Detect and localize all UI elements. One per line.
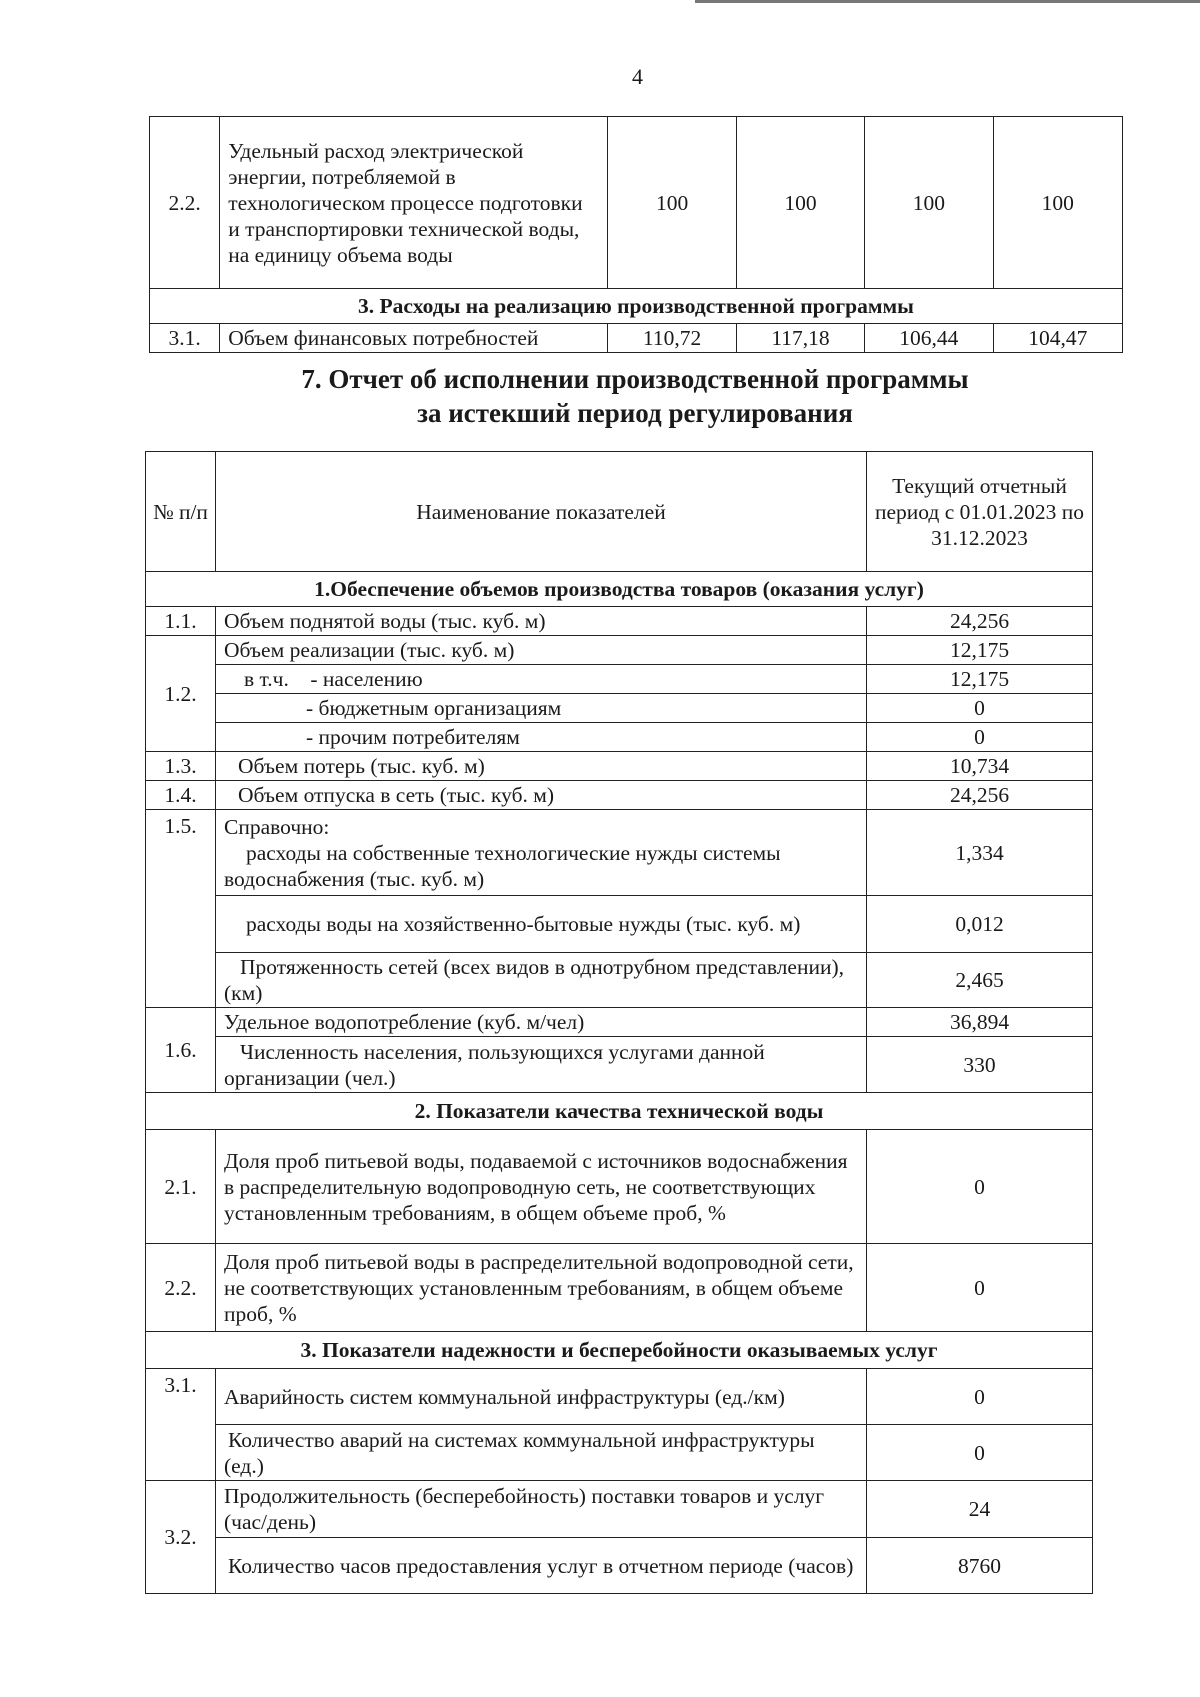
value-cell: 100 [736, 117, 864, 289]
indicator-name: Объем отпуска в сеть (тыс. куб. м) [216, 781, 867, 810]
value-cell: 0 [867, 1130, 1093, 1244]
value-cell: 0 [867, 694, 1093, 723]
table-row [146, 723, 1093, 752]
row-number: 3.1. [150, 324, 220, 353]
table-row [146, 1538, 1093, 1594]
table-row [146, 636, 1093, 665]
value-cell: 104,47 [993, 324, 1122, 353]
row-number: 2.2. [150, 117, 220, 289]
indicator-name: Объем потерь (тыс. куб. м) [216, 752, 867, 781]
table-row [146, 1008, 1093, 1037]
indicator-name: - бюджетным организациям [216, 694, 867, 723]
table-row [146, 665, 1093, 694]
table-row [146, 896, 1093, 953]
value-cell: 110,72 [608, 324, 736, 353]
value-cell: 24 [867, 1481, 1093, 1538]
section-title: 1.Обеспечение объемов производства товаров (оказания услуг) [146, 572, 1093, 607]
value-cell: 24,256 [867, 607, 1093, 636]
heading-line-2: за истекший период регулирования [417, 398, 853, 428]
table-row [150, 324, 1123, 353]
row-number: 3.2. [146, 1481, 216, 1594]
indicator-name: Объем реализации (тыс. куб. м) [216, 636, 867, 665]
indicator-name: в т.ч. - населению [216, 665, 867, 694]
row-number: 1.5. [146, 810, 216, 1008]
indicator-name: Численность населения, пользующихся услугами данной организации (чел.) [216, 1037, 867, 1093]
table-row [146, 752, 1093, 781]
program-table-continued [149, 116, 1123, 353]
indicator-name: Удельное водопотребление (куб. м/чел) [216, 1008, 867, 1037]
reference-label: Справочно: [224, 814, 330, 839]
table-row [146, 1481, 1093, 1538]
table-row [146, 694, 1093, 723]
indicator-name: Количество аварий на системах коммунальной инфраструктуры (ед.) [216, 1425, 867, 1481]
value-cell: 0 [867, 723, 1093, 752]
row-number: 3.1. [146, 1369, 216, 1481]
section-title: 3. Расходы на реализацию производственной программы [150, 289, 1123, 324]
header-period: Текущий отчетный период с 01.01.2023 по 31.12.2023 [867, 452, 1093, 572]
value-cell: 12,175 [867, 665, 1093, 694]
row-number: 1.4. [146, 781, 216, 810]
section-title: 3. Показатели надежности и бесперебойности оказываемых услуг [146, 1332, 1093, 1369]
value-cell: 330 [867, 1037, 1093, 1093]
indicator-name: Доля проб питьевой воды в распределительной водопроводной сети, не соответствующих установленным требованиям, в общем объеме проб, % [216, 1244, 867, 1332]
table-row [146, 781, 1093, 810]
table-row [146, 953, 1093, 1008]
row-number: 2.2. [146, 1244, 216, 1332]
value-cell: 1,334 [867, 810, 1093, 896]
header-name: Наименование показателей [216, 452, 867, 572]
indicator-name [216, 810, 867, 896]
indicator-name: Аварийность систем коммунальной инфраструктуры (ед./км) [216, 1369, 867, 1425]
table-row [146, 1244, 1093, 1332]
indicator-name: Удельный расход электрической энергии, потребляемой в технологическом процессе подготовки и транспортировки технической воды, на единицу объема воды [220, 117, 608, 289]
page-number: 4 [632, 64, 643, 89]
indicator-name: Объем поднятой воды (тыс. куб. м) [216, 607, 867, 636]
table-row [146, 810, 1093, 896]
indicator-name: расходы воды на хозяйственно-бытовые нужды (тыс. куб. м) [216, 896, 867, 953]
table-row [150, 117, 1123, 289]
value-cell: 0 [867, 1369, 1093, 1425]
row-number: 1.6. [146, 1008, 216, 1093]
table-row [146, 1369, 1093, 1425]
scan-edge-line [695, 0, 1200, 3]
value-cell: 117,18 [736, 324, 864, 353]
value-cell: 2,465 [867, 953, 1093, 1008]
value-cell: 100 [608, 117, 736, 289]
table-row [146, 1130, 1093, 1244]
value-cell: 0,012 [867, 896, 1093, 953]
row-number: 1.1. [146, 607, 216, 636]
indicator-name: - прочим потребителям [216, 723, 867, 752]
report-table [145, 451, 1093, 1594]
header-number: № п/п [146, 452, 216, 572]
value-cell: 12,175 [867, 636, 1093, 665]
value-cell: 0 [867, 1244, 1093, 1332]
value-cell: 36,894 [867, 1008, 1093, 1037]
indicator-name: Объем финансовых потребностей [220, 324, 608, 353]
row-number: 2.1. [146, 1130, 216, 1244]
value-cell: 8760 [867, 1538, 1093, 1594]
row-number: 1.3. [146, 752, 216, 781]
value-cell: 100 [865, 117, 993, 289]
indicator-text: расходы на собственные технологические нужды системы водоснабжения (тыс. куб. м) [224, 840, 781, 891]
table-header-row [146, 452, 1093, 572]
table-row [146, 1425, 1093, 1481]
table-row [146, 1037, 1093, 1093]
value-cell: 0 [867, 1425, 1093, 1481]
value-cell: 106,44 [865, 324, 993, 353]
value-cell: 24,256 [867, 781, 1093, 810]
indicator-name: Продолжительность (бесперебойность) поставки товаров и услуг (час/день) [216, 1481, 867, 1538]
heading-line-1: 7. Отчет об исполнении производственной программы [301, 364, 969, 394]
value-cell: 10,734 [867, 752, 1093, 781]
indicator-name: Доля проб питьевой воды, подаваемой с источников водоснабжения в распределительную водопроводную сеть, не соответствующих установленным требованиям, в общем объеме проб, % [216, 1130, 867, 1244]
section-heading [0, 362, 1200, 430]
indicator-name: Количество часов предоставления услуг в отчетном периоде (часов) [216, 1538, 867, 1594]
section-title: 2. Показатели качества технической воды [146, 1093, 1093, 1130]
indicator-name: Протяженность сетей (всех видов в однотрубном представлении), (км) [216, 953, 867, 1008]
table-row [146, 607, 1093, 636]
row-number: 1.2. [146, 636, 216, 752]
value-cell: 100 [993, 117, 1122, 289]
